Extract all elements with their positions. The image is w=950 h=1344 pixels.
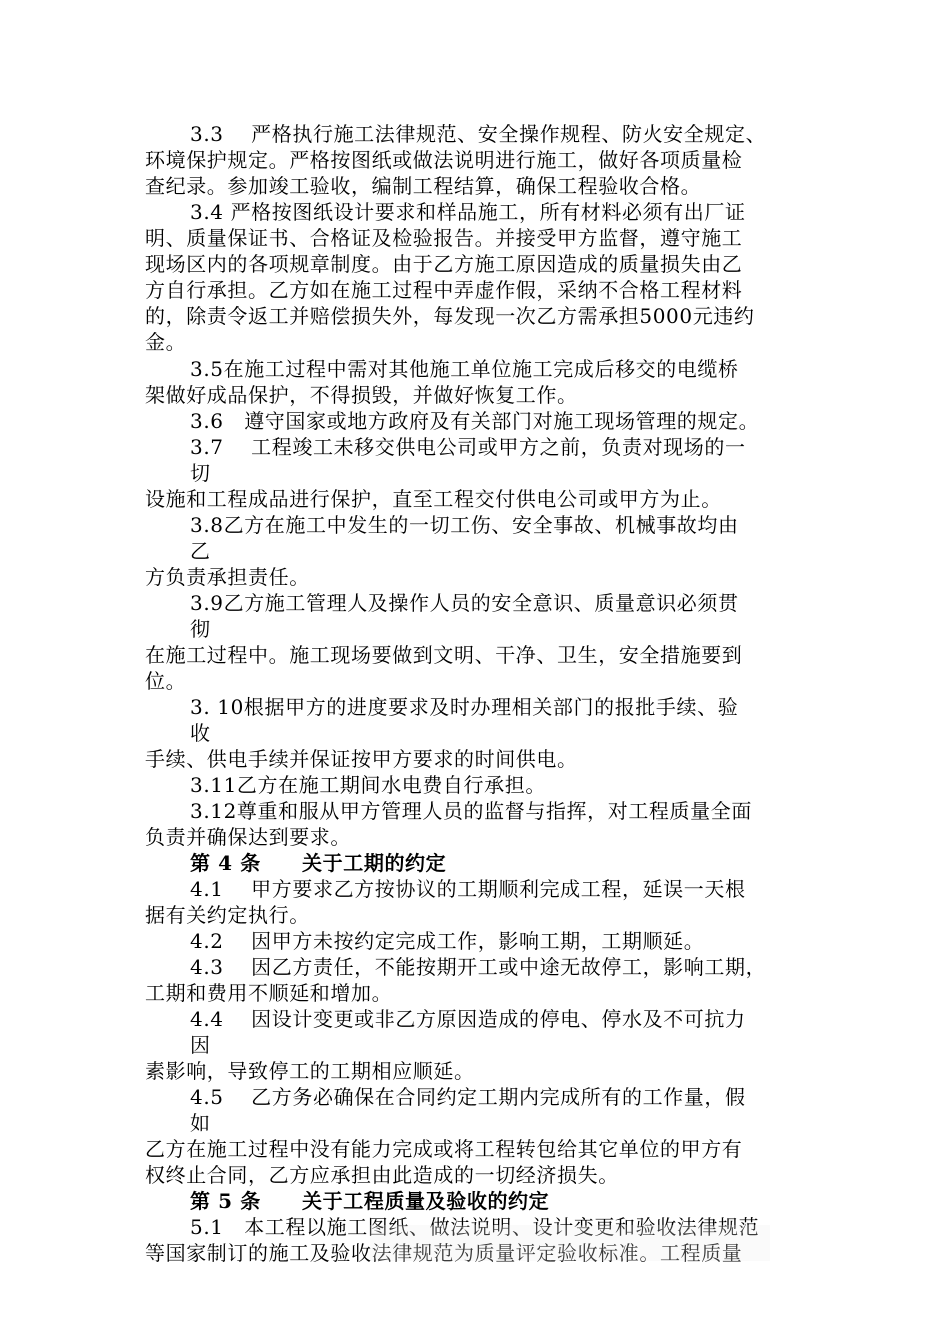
paragraph-4-3-line-2: 工期和费用不顺延和增加。 — [145, 981, 393, 1005]
paragraph-4-4-line-3: 素影响，导致停工的工期相应顺延。 — [145, 1059, 475, 1083]
paragraph-4-5-line-3: 乙方在施工过程中没有能力完成或将工程转包给其它单位的甲方有 — [145, 1137, 743, 1161]
paragraph-3-11-line-1: 3.11乙方在施工期间水电费自行承担。 — [190, 773, 546, 797]
paragraph-4-1-line-2: 据有关约定执行。 — [145, 903, 310, 927]
paragraph-3-8-line-3: 方负责承担责任。 — [145, 565, 310, 589]
paragraph-4-4-line-2: 因 — [190, 1033, 211, 1057]
paragraph-4-3-line-1: 4.3 因乙方责任，不能按期开工或中途无故停工，影响工期， — [190, 955, 767, 979]
paragraph-4-5-line-1: 4.5 乙方务必确保在合同约定工期内完成所有的工作量，假 — [190, 1085, 746, 1109]
paragraph-5-1-line-2: 等国家制订的施工及验收法律规范为质量评定验收标准。工程质量 — [145, 1241, 743, 1265]
section-5-heading: 第 5 条 关于工程质量及验收的约定 — [190, 1189, 550, 1213]
paragraph-3-12-line-2: 负责并确保达到要求。 — [145, 825, 351, 849]
paragraph-3-7-line-3: 设施和工程成品进行保护，直至工程交付供电公司或甲方为止。 — [145, 487, 722, 511]
paragraph-3-4-line-4: 方自行承担。乙方如在施工过程中弄虚作假，采纳不合格工程材料 — [145, 278, 743, 302]
paragraph-3-7-line-1: 3.7 工程竣工未移交供电公司或甲方之前，负责对现场的一 — [190, 435, 746, 459]
paragraph-4-1-line-1: 4.1 甲方要求乙方按协议的工期顺利完成工程，延误一天根 — [190, 877, 746, 901]
paragraph-3-7-line-2: 切 — [190, 461, 211, 485]
paragraph-3-5-line-2: 架做好成品保护，不得损毁，并做好恢复工作。 — [145, 383, 578, 407]
paragraph-3-8-line-2: 乙 — [190, 539, 211, 563]
paragraph-3-10-line-1: 3. 10根据甲方的进度要求及时办理相关部门的报批手续、验 — [190, 695, 739, 719]
paragraph-3-5-line-1: 3.5在施工过程中需对其他施工单位施工完成后移交的电缆桥 — [190, 357, 739, 381]
paragraph-3-10-line-3: 手续、供电手续并保证按甲方要求的时间供电。 — [145, 747, 578, 771]
paragraph-3-4-line-6: 金。 — [145, 330, 187, 354]
paragraph-3-9-line-2: 彻 — [190, 617, 211, 641]
paragraph-3-3-line-1: 3.3 严格执行施工法律规范、安全操作规程、防火安全规定、 — [190, 122, 767, 146]
paragraph-3-4-line-3: 现场区内的各项规章制度。由于乙方施工原因造成的质量损失由乙 — [145, 252, 743, 276]
paragraph-5-1-line-1: 5.1 本工程以施工图纸、做法说明、设计变更和验收法律规范 — [190, 1215, 760, 1239]
paragraph-4-2-line-1: 4.2 因甲方未按约定完成工作，影响工期，工期顺延。 — [190, 929, 705, 953]
paragraph-3-3-line-3: 查纪录。参加竣工验收，编制工程结算，确保工程验收合格。 — [145, 174, 702, 198]
paragraph-3-9-line-4: 位。 — [145, 669, 187, 693]
paragraph-3-4-line-5: 的，除责令返工并赔偿损失外，每发现一次乙方需承担5000元违约 — [145, 304, 755, 328]
paragraph-3-10-line-2: 收 — [190, 721, 211, 745]
paragraph-3-8-line-1: 3.8乙方在施工中发生的一切工伤、安全事故、机械事故均由 — [190, 513, 739, 537]
paragraph-3-9-line-1: 3.9乙方施工管理人及操作人员的安全意识、质量意识必须贯 — [190, 591, 739, 615]
paragraph-3-4-line-1: 3.4 严格按图纸设计要求和样品施工，所有材料必须有出厂证 — [190, 200, 746, 224]
paragraph-3-12-line-1: 3.12尊重和服从甲方管理人员的监督与指挥，对工程质量全面 — [190, 799, 752, 823]
paragraph-3-6-line-1: 3.6 遵守国家或地方政府及有关部门对施工现场管理的规定。 — [190, 409, 760, 433]
paragraph-3-9-line-3: 在施工过程中。施工现场要做到文明、干净、卫生，安全措施要到 — [145, 643, 743, 667]
paragraph-3-3-line-2: 环境保护规定。严格按图纸或做法说明进行施工，做好各项质量检 — [145, 148, 743, 172]
paragraph-3-4-line-2: 明、质量保证书、合格证及检验报告。并接受甲方监督，遵守施工 — [145, 226, 743, 250]
section-4-heading: 第 4 条 关于工期的约定 — [190, 851, 447, 875]
paragraph-4-5-line-4: 权终止合同，乙方应承担由此造成的一切经济损失。 — [145, 1163, 619, 1187]
paragraph-4-4-line-1: 4.4 因设计变更或非乙方原因造成的停电、停水及不可抗力 — [190, 1007, 746, 1031]
paragraph-4-5-line-2: 如 — [190, 1111, 211, 1135]
